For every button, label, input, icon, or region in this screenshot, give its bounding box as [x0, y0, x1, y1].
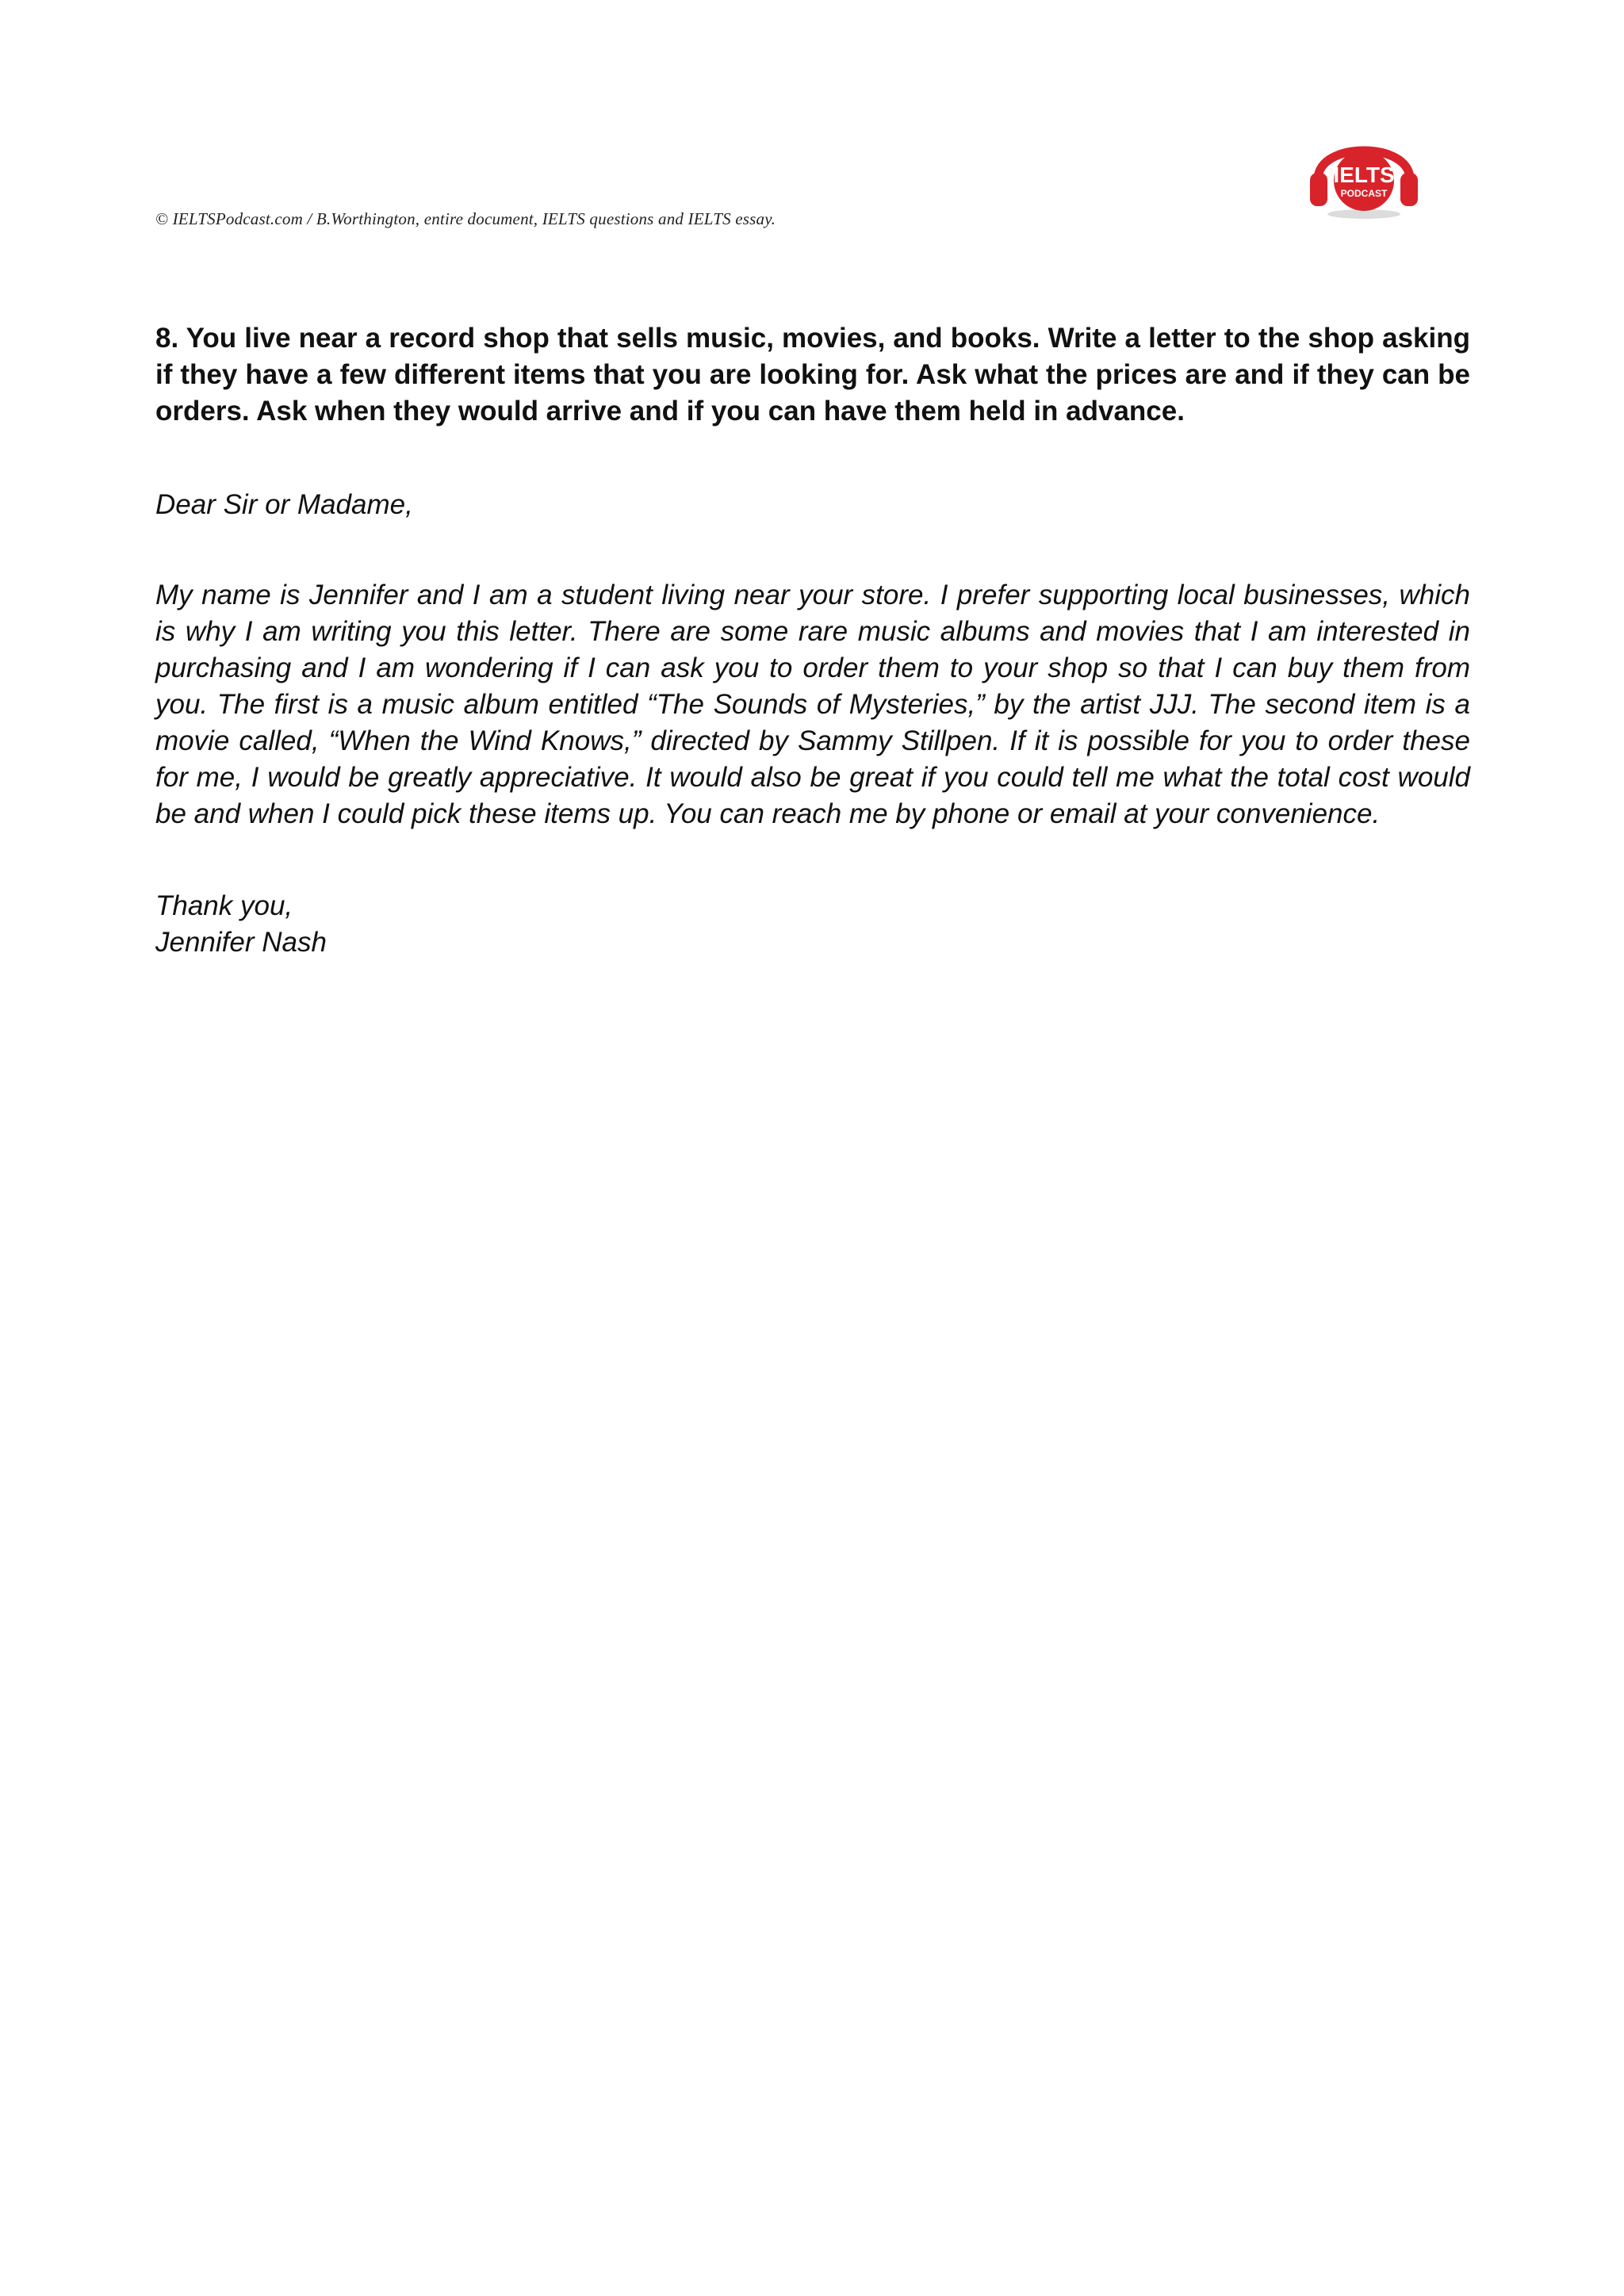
- headphones-icon: [1300, 117, 1427, 220]
- task-question: 8. You live near a record shop that sells music, movies, and books. Write a letter to the shop asking if they have a few different items that you are looking for. Ask what the prices are and if they can be orders. Ask when they would arrive and if you can have them held in advance.: [155, 323, 1470, 427]
- letter-closing: Thank you,: [155, 890, 293, 921]
- letter-closing-block: [155, 888, 1470, 961]
- svg-text:PODCAST: PODCAST: [1340, 188, 1388, 199]
- letter-body: My name is Jennifer and I am a student living near your store. I prefer supporting local businesses, which is why I am writing you this letter. There are some rare music albums and movies that I am interested in purchasing and I am wondering if I can ask you to order them to your shop so that I can buy them from you. The first is a music album entitled “The Sounds of Mysteries,” by the artist JJJ. The second item is a movie called, “When the Wind Knows,” directed by Sammy Stillpen. If it is possible for you to order these for me, I would be greatly appreciative. It would also be great if you could tell me what the total cost would be and when I could pick these items up. You can reach me by phone or email at your convenience.: [155, 580, 1470, 829]
- ielts-podcast-logo: [1300, 117, 1427, 220]
- letter-salutation: Dear Sir or Madame,: [155, 489, 413, 520]
- letter-signature: Jennifer Nash: [155, 927, 327, 958]
- svg-text:IELTS: IELTS: [1333, 163, 1395, 187]
- copyright-notice: © IELTSPodcast.com / B.Worthington, entire document, IELTS questions and IELTS essay.: [155, 209, 776, 228]
